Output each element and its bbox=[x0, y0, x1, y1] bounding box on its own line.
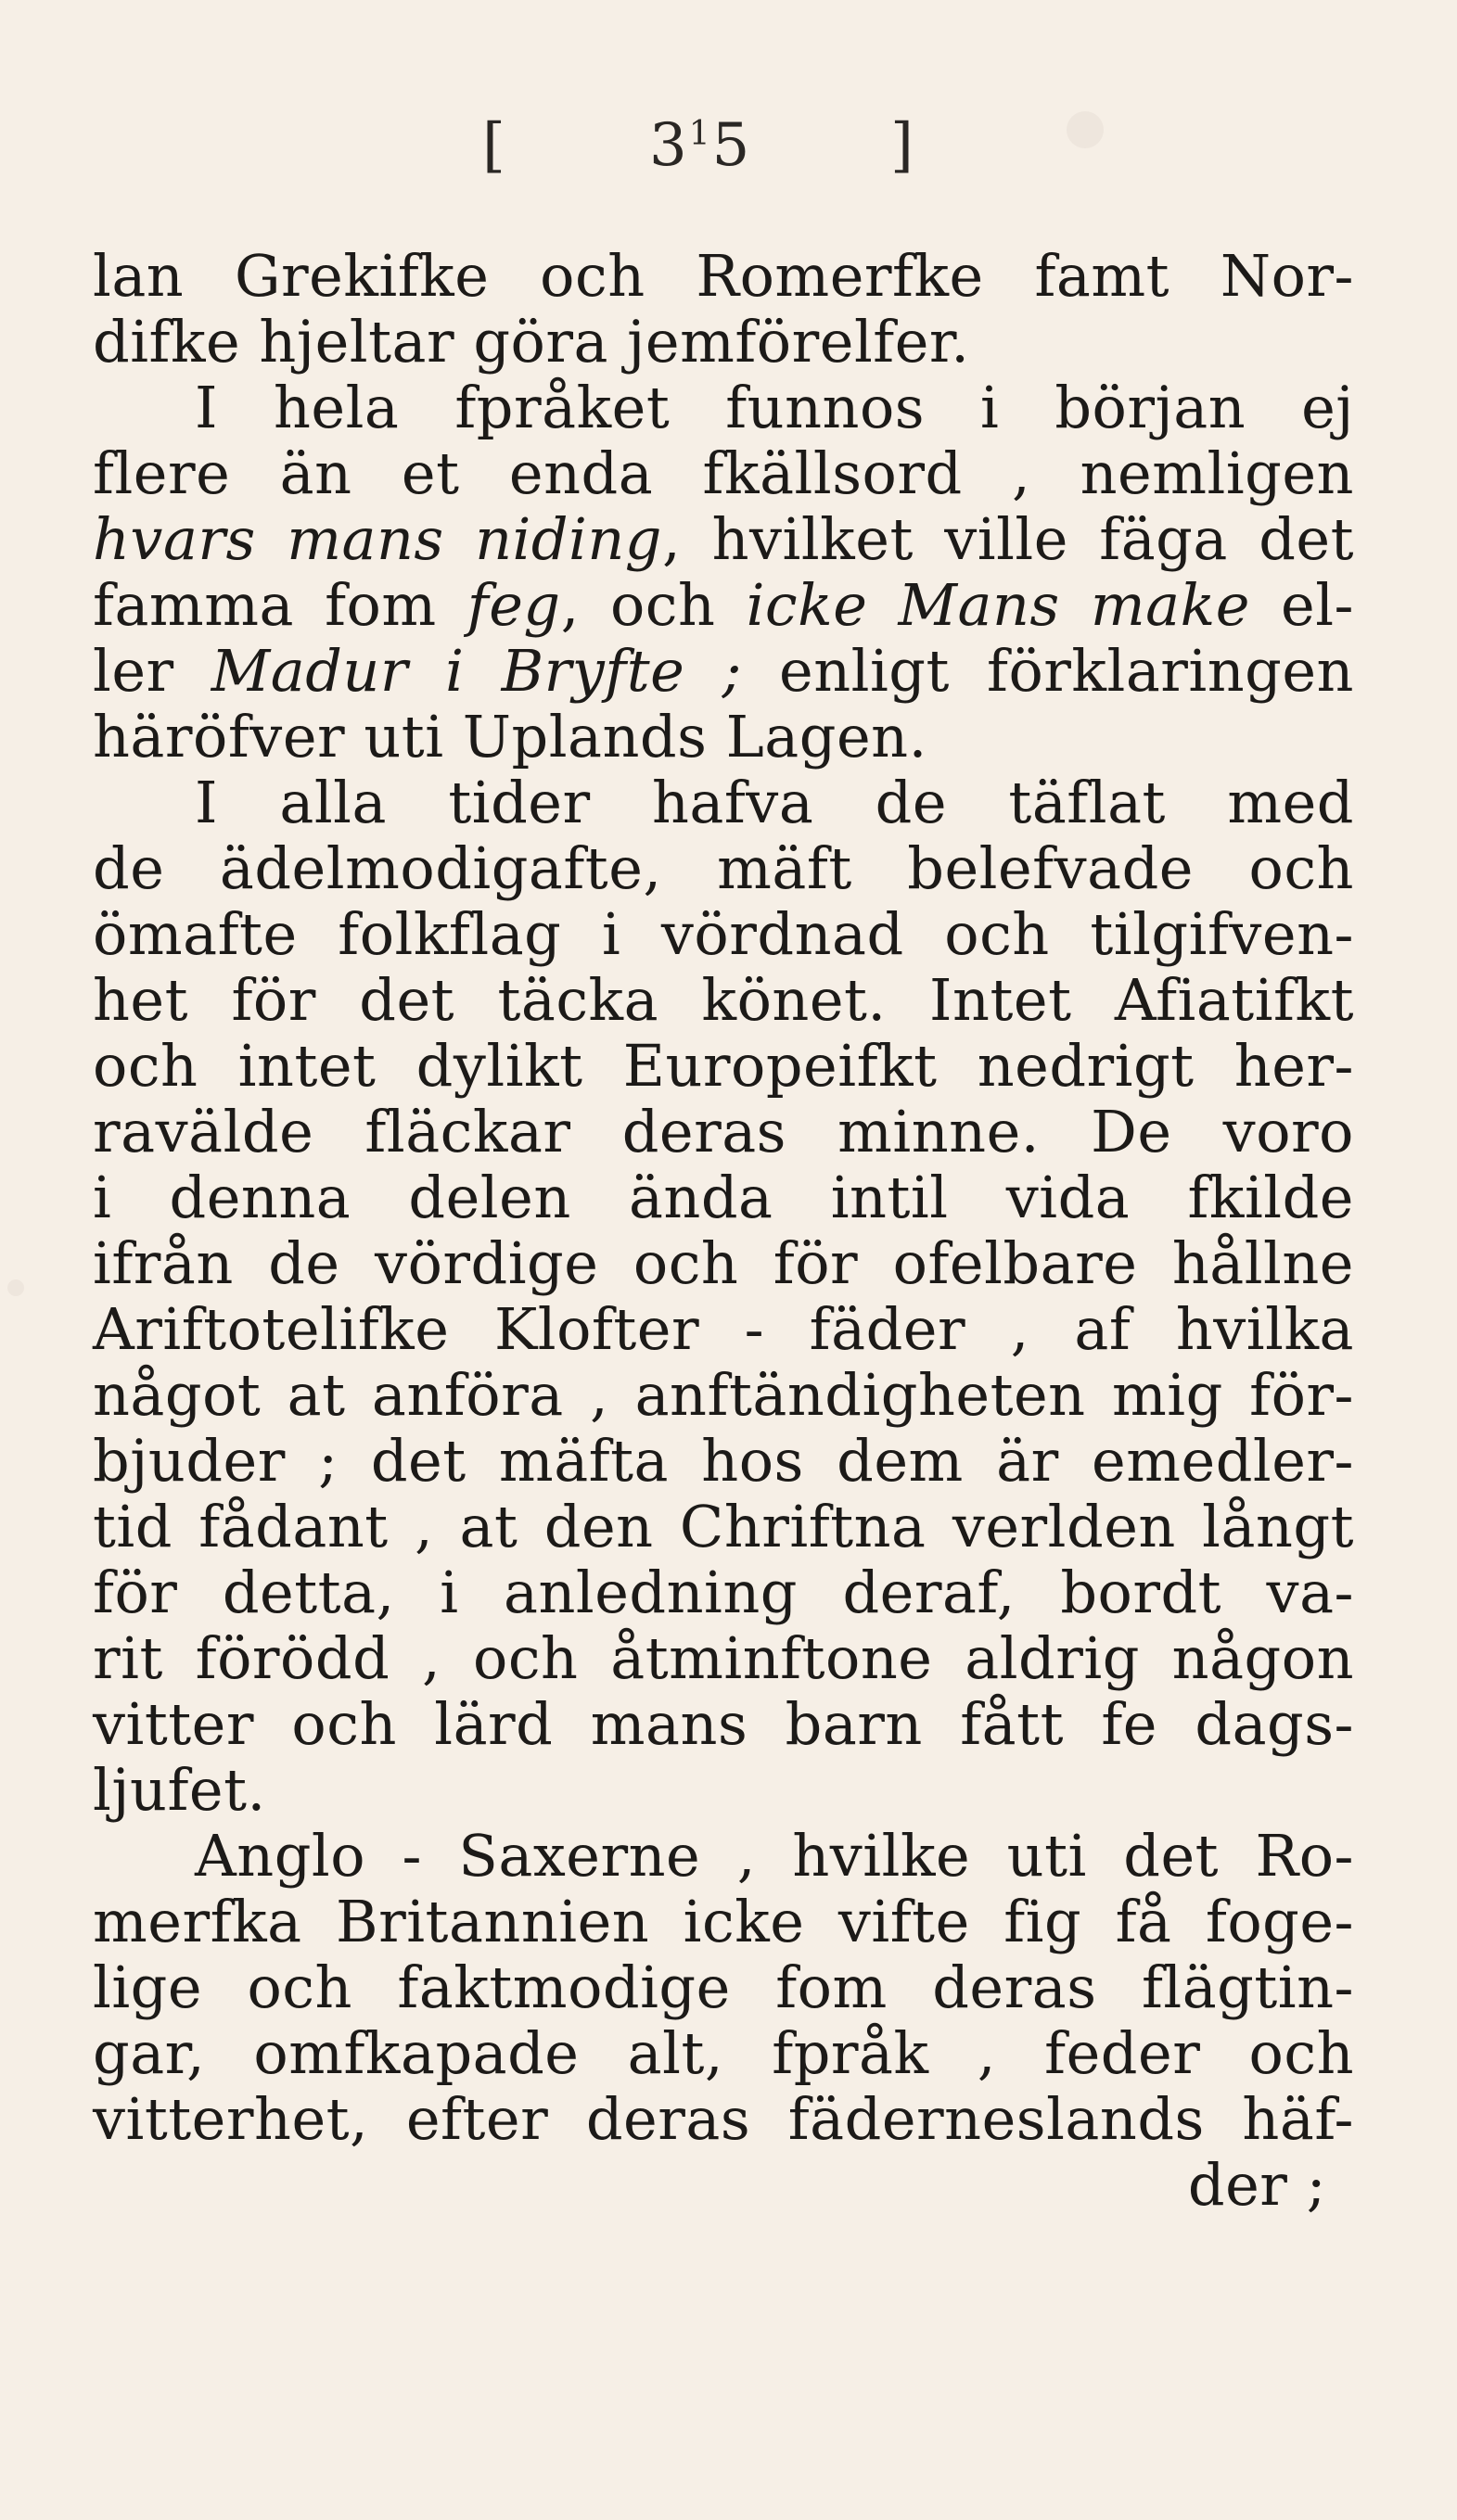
text-segment: lan Grekifke och Romerfke famt Nor- bbox=[93, 242, 1354, 310]
text-line-l09 bbox=[93, 770, 1354, 835]
text-line-l13 bbox=[93, 1033, 1354, 1099]
text-segment: I hela fpråket funnos i början ej bbox=[195, 374, 1354, 441]
text-segment: i denna delen ända intil vida fkilde bbox=[93, 1164, 1354, 1231]
text-line-l08 bbox=[93, 704, 1354, 770]
text-segment: , hvilket ville fäga det bbox=[662, 505, 1354, 573]
text-segment: famma fom bbox=[93, 571, 467, 639]
text-line-l27 bbox=[93, 1954, 1354, 2020]
italic-phrase: Madur i Bryfte ; bbox=[211, 637, 742, 705]
text-segment: bjuder ; det mäfta hos dem är emedler- bbox=[93, 1427, 1354, 1495]
text-segment: ljufet. bbox=[93, 1756, 266, 1824]
text-segment: ömafte folkflag i vördnad och tilgifven- bbox=[93, 900, 1354, 968]
text-line-l22 bbox=[93, 1625, 1354, 1691]
paper-stain bbox=[1067, 111, 1104, 148]
page-number bbox=[649, 111, 751, 180]
text-segment: het för det täcka könet. Intet Afiatifkt bbox=[93, 966, 1354, 1034]
italic-phrase: icke Mans make bbox=[746, 571, 1250, 639]
text-segment: el- bbox=[1249, 571, 1354, 639]
italic-phrase: hvars mans niding bbox=[93, 505, 662, 573]
text-line-l29 bbox=[93, 2086, 1354, 2152]
text-segment: enligt förklaringen bbox=[741, 637, 1354, 705]
text-segment: de ädelmodigafte, mäft belefvade och bbox=[93, 834, 1354, 902]
text-line-l15 bbox=[93, 1165, 1354, 1230]
text-line-l16 bbox=[93, 1230, 1354, 1296]
left-bracket: [ bbox=[482, 111, 505, 180]
text-line-l06 bbox=[93, 572, 1354, 638]
page-number-end: 5 bbox=[711, 111, 752, 180]
text-segment: vitter och lärd mans barn fått fe dags- bbox=[93, 1690, 1354, 1758]
text-segment: något at anföra , anftändigheten mig för- bbox=[93, 1361, 1354, 1429]
text-segment: för detta, i anledning deraf, bordt va- bbox=[93, 1559, 1354, 1626]
text-line-l19 bbox=[93, 1428, 1354, 1494]
text-segment: Anglo - Saxerne , hvilke uti det Ro- bbox=[195, 1822, 1354, 1890]
text-segment: ler bbox=[93, 637, 211, 705]
text-line-l03 bbox=[93, 375, 1354, 440]
text-segment: merfka Britannien icke vifte fig få foge- bbox=[93, 1888, 1354, 1955]
body-text bbox=[93, 243, 1354, 2218]
text-line-l24 bbox=[93, 1757, 1354, 1823]
text-line-l18 bbox=[93, 1362, 1354, 1428]
text-line-l12 bbox=[93, 967, 1354, 1033]
text-line-l02 bbox=[93, 309, 1354, 375]
text-segment: der ; bbox=[1187, 2151, 1326, 2219]
text-segment: ravälde fläckar deras minne. De voro bbox=[93, 1098, 1354, 1165]
text-segment: gar, omfkapade alt, fpråk , feder och bbox=[93, 2019, 1354, 2087]
text-line-l23 bbox=[93, 1691, 1354, 1757]
text-segment: flere än et enda fkällsord , nemligen bbox=[93, 439, 1354, 507]
text-segment: rit förödd , och åtminftone aldrig någon bbox=[93, 1624, 1354, 1692]
text-line-l07 bbox=[93, 638, 1354, 704]
text-line-l05 bbox=[93, 506, 1354, 572]
text-line-l20 bbox=[93, 1494, 1354, 1559]
text-line-l04 bbox=[93, 440, 1354, 506]
paper-stain bbox=[7, 1279, 24, 1296]
text-line-l28 bbox=[93, 2020, 1354, 2086]
text-segment: tid fådant , at den Chriftna verlden långt bbox=[93, 1493, 1354, 1560]
page-number-main: 3 bbox=[649, 111, 689, 180]
text-line-l30 bbox=[93, 2152, 1354, 2218]
text-segment: häröfver uti Uplands Lagen. bbox=[93, 703, 927, 770]
text-segment: , och bbox=[560, 571, 747, 639]
text-line-l11 bbox=[93, 901, 1354, 967]
text-segment: lige och faktmodige fom deras flägtin- bbox=[93, 1954, 1354, 2021]
text-segment: ifrån de vördige och för ofelbare hållne bbox=[93, 1229, 1354, 1297]
text-segment: och intet dylikt Europeifkt nedrigt her- bbox=[93, 1032, 1354, 1100]
right-bracket: ] bbox=[890, 111, 914, 180]
italic-phrase: feg bbox=[466, 571, 561, 639]
text-segment: Ariftotelifke Klofter - fäder , af hvilka bbox=[93, 1295, 1354, 1363]
text-segment: difke hjeltar göra jemförelfer. bbox=[93, 308, 970, 375]
text-line-l01 bbox=[93, 243, 1354, 309]
page-number-sup: 1 bbox=[688, 115, 712, 153]
text-line-l21 bbox=[93, 1559, 1354, 1625]
text-line-l17 bbox=[93, 1296, 1354, 1362]
text-line-l26 bbox=[93, 1889, 1354, 1954]
text-line-l10 bbox=[93, 835, 1354, 901]
text-line-l25 bbox=[93, 1823, 1354, 1889]
text-segment: vitterhet, efter deras fäderneslands häf- bbox=[93, 2085, 1354, 2153]
text-segment: I alla tider hafva de täflat med bbox=[195, 769, 1354, 836]
text-line-l14 bbox=[93, 1099, 1354, 1165]
page-header bbox=[482, 111, 965, 213]
